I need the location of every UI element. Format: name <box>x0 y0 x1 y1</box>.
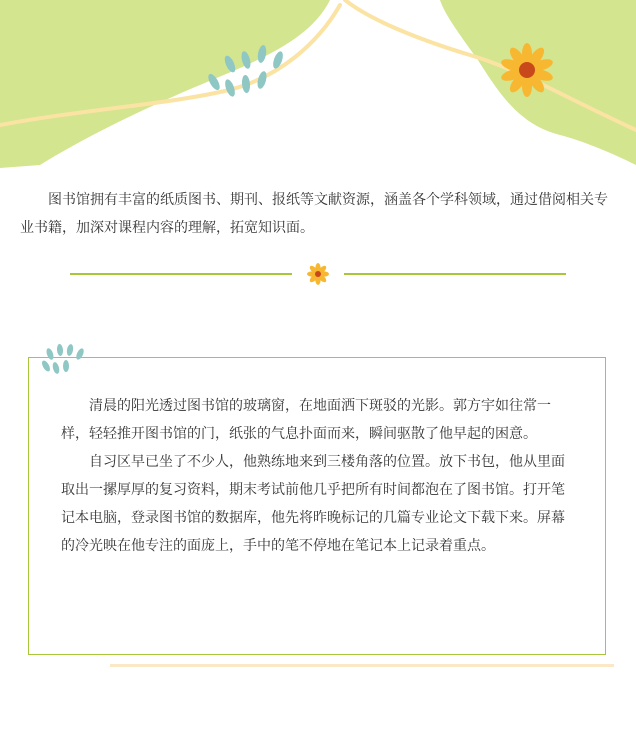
bottom-decor-bar <box>110 664 614 667</box>
intro-paragraph: 图书馆拥有丰富的纸质图书、期刊、报纸等文献资源，涵盖各个学科领域，通过借阅相关专业书籍，加深对课程内容的理解，拓宽知识面。 <box>20 192 608 236</box>
header-decoration <box>0 0 636 175</box>
story-paragraph-2: 自习区早已坐了不少人，他熟练地来到三楼角落的位置。放下书包，他从里面取出一摞厚厚的复习资料，期末考试前他几乎把所有时间都泡在了图书馆。打开笔记本电脑，登录图书馆的数据库，他先将昨晚标记的几篇专业论文下载下来。屏幕的冷光映在他专注的面庞上，手中的笔不停地在笔记本上记录着重点。 <box>61 454 565 554</box>
small-flower-icon <box>306 262 330 286</box>
story-card <box>28 357 606 655</box>
green-blob-left <box>0 0 330 168</box>
leaf-cluster-icon <box>38 340 88 378</box>
divider-line-right <box>344 273 566 275</box>
section-divider <box>70 262 566 286</box>
story-paragraph-1: 清晨的阳光透过图书馆的玻璃窗，在地面洒下斑驳的光影。郭方宇如往常一样，轻轻推开图书馆的门，纸张的气息扑面而来，瞬间驱散了他早起的困意。 <box>61 398 551 442</box>
divider-line-left <box>70 273 292 275</box>
